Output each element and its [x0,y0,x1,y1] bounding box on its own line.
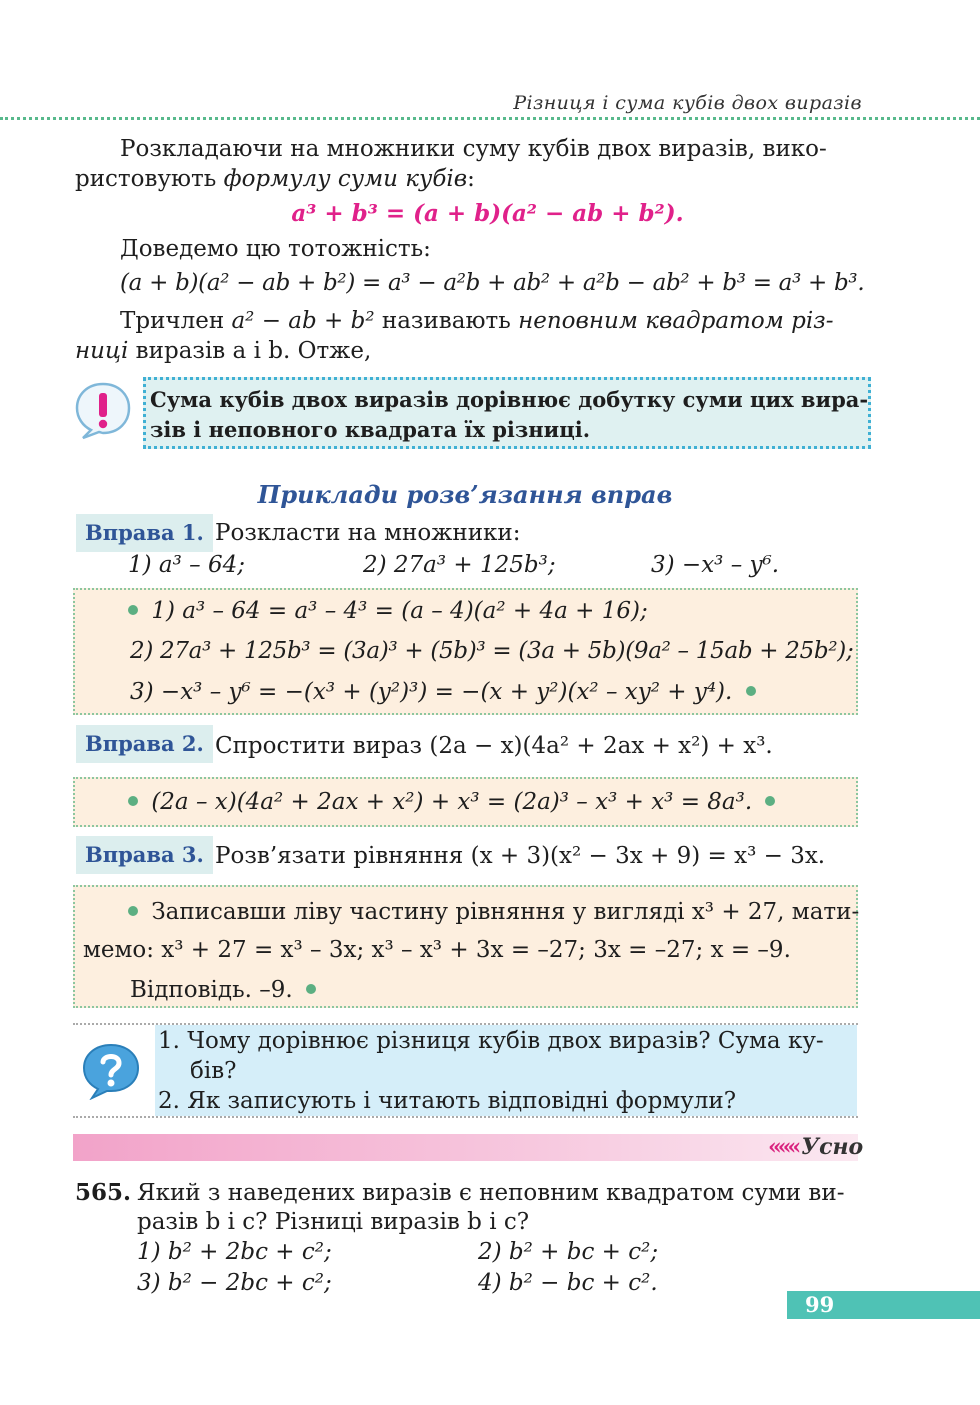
trinomial-mid: називають [374,308,519,334]
solution-end-marker [306,984,316,994]
oral-chevrons-icon: ««« [768,1134,798,1160]
question-1-line-2: бів? [190,1058,237,1084]
exercise-3-solution-2: мемо: x³ + 27 = x³ – 3x; x³ – x³ + 3x = –27; 3x = –27; x = –9. [83,937,791,963]
problem-line-1: Який з наведених виразів є неповним квадратом суми ви- [137,1180,845,1206]
problem-option-2: 2) b² + bc + c²; [478,1239,659,1265]
exclamation-bubble-icon [73,380,133,440]
problem-option-3: 3) b² − 2bc + c²; [137,1270,332,1296]
oral-label-text: Усно [801,1134,864,1160]
exercise-1-task: Розкласти на множники: [215,520,521,546]
problem-number: 565. [75,1179,132,1206]
solution-start-marker [128,605,138,615]
exercise-3-answer-line [130,975,322,1005]
exercise-1-solution-3: 3) −x³ – y⁶ = −(x³ + (y²)³) = −(x + y²)(x² – xy² + y⁴). [130,679,733,705]
exercise-2-tag: Вправа 2. [76,725,213,763]
exercise-1-solution-line-1 [122,596,648,626]
exercise-1-solution-1: 1) a³ – 64 = a³ – 4³ = (a – 4)(a² + 4a + 16); [151,598,648,624]
exercise-3-answer: Відповідь. –9. [130,977,293,1003]
oral-section-bar [73,1134,858,1161]
exercise-3-solution-1: Записавши ліву частину рівняння у вигляді x³ + 27, мати- [151,899,860,925]
intro-line-1: Розкладаючи на множники суму кубів двох виразів, вико- [120,136,827,162]
sum-of-cubes-term: формулу суми кубів [223,166,468,192]
rule-line-2: зів і неповного квадрата їх різниці. [150,417,591,442]
incomplete-square-term-end: ниці [75,338,129,364]
trinomial-rest: виразів a і b. Отже, [128,338,372,364]
trinomial-expression: a² − ab + b² [231,308,375,334]
trinomial-prefix: Тричлен [120,308,232,334]
exercise-1-solution-line-3 [130,677,762,707]
exercise-2-solution-line [122,787,781,817]
section-title: Приклади розв’язання вправ [257,480,673,509]
question-1-line-1: 1. Чому дорівнює різниця кубів двох виразів? Сума ку- [158,1028,824,1054]
exercise-1-solution-2: 2) 27a³ + 125b³ = (3a)³ + (5b)³ = (3a + 5b)(9a² – 15ab + 25b²); [130,638,854,664]
trinomial-line-2 [75,336,371,366]
exercise-1-item-1: 1) a³ – 64; [128,552,245,578]
solution-start-marker [128,796,138,806]
exercise-3-solution-line-1 [122,897,859,927]
rule-line-1: Сума кубів двох виразів дорівнює добутку суми цих вира- [150,387,869,412]
proof-identity: (a + b)(a² − ab + b²) = a³ − a²b + ab² + a²b − ab² + b³ = a³ + b³. [120,270,865,296]
incomplete-square-term: неповним квадратом різ- [518,308,834,334]
intro-line-2-suffix: : [467,166,475,192]
rule-text [150,385,868,445]
exercise-2-solution: (2a – x)(4a² + 2ax + x²) + x³ = (2a)³ – x³ + x³ = 8a³. [151,789,753,815]
exercise-1-item-3: 3) −x³ – y⁶. [651,552,780,578]
exercise-2-task: Спростити вираз (2a − x)(4a² + 2ax + x²) + x³. [215,733,773,759]
solution-start-marker [128,906,138,916]
exercise-3-tag: Вправа 3. [76,836,213,874]
sum-of-cubes-formula: a³ + b³ = (a + b)(a² − ab + b²). [291,200,684,227]
running-head: Різниця і сума кубів двох виразів [513,92,862,114]
header-divider [0,117,980,120]
oral-section-label [768,1134,863,1161]
solution-end-marker [765,796,775,806]
problem-option-4: 4) b² − bc + c². [478,1270,658,1296]
exercise-1-item-2: 2) 27a³ + 125b³; [363,552,556,578]
problem-line-2: разів b і c? Різниці виразів b і c? [137,1209,530,1235]
problem-option-1: 1) b² + 2bc + c²; [137,1239,332,1265]
intro-line-2 [75,164,475,194]
solution-end-marker [746,686,756,696]
proof-label: Доведемо цю тотожність: [120,236,431,262]
trinomial-line-1 [120,306,834,336]
exercise-1-tag: Вправа 1. [76,514,213,552]
page-number: 99 [805,1292,835,1317]
intro-line-2-prefix: ристовують [75,166,224,192]
exercise-3-task: Розв’язати рівняння (x + 3)(x² − 3x + 9) = x³ − 3x. [215,843,826,869]
question-2: 2. Як записують і читають відповідні формули? [158,1088,737,1114]
question-bubble-icon [80,1042,142,1100]
